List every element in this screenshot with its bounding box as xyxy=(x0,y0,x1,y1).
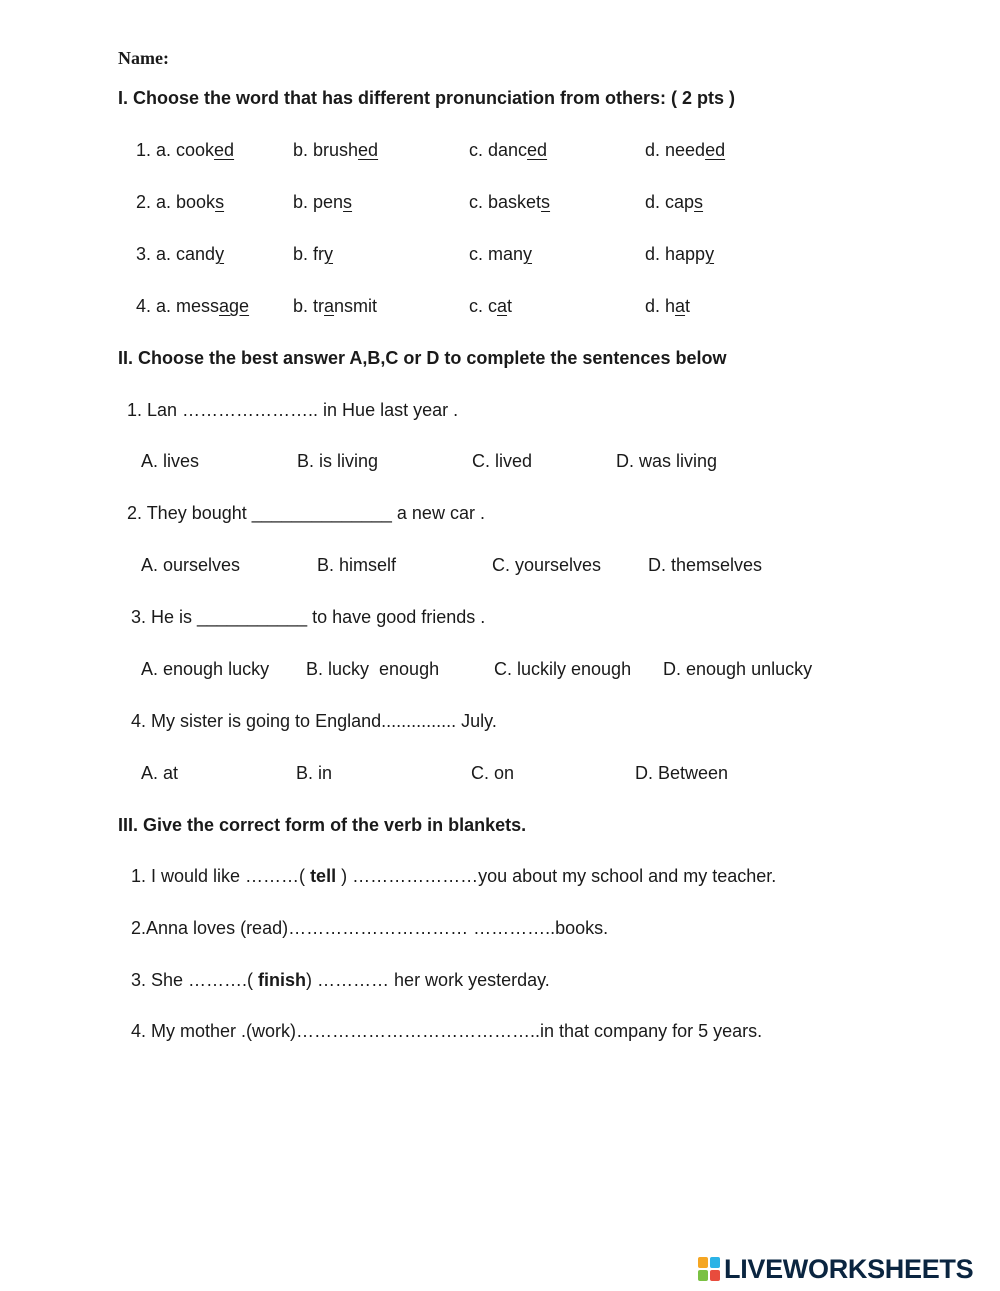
pronunciation-option xyxy=(293,190,352,214)
verb-exercise xyxy=(131,1019,762,1043)
pronunciation-option xyxy=(469,190,550,214)
answer-option[interactable]: D. enough unlucky xyxy=(663,659,813,679)
logo-square-2 xyxy=(710,1257,720,1268)
pronunciation-option xyxy=(136,294,249,318)
underlined-sound: a xyxy=(324,296,335,316)
answer-option[interactable]: D. themselves xyxy=(648,555,763,575)
option-text: c. basket xyxy=(469,192,542,212)
exercise-text: 1. I would like ………( xyxy=(131,866,311,886)
underlined-sound: ed xyxy=(214,140,235,160)
answer-option[interactable]: A. at xyxy=(141,763,179,783)
pronunciation-option xyxy=(645,294,690,318)
option-text: 1. a. cook xyxy=(136,140,215,160)
question-text: 1. Lan ………………….. in Hue last year . xyxy=(127,400,459,420)
exercise-text: 4. My mother .(work)…………………………………..in that company for 5 years. xyxy=(131,1021,763,1041)
option-text: d. h xyxy=(645,296,676,316)
pronunciation-option xyxy=(293,138,378,162)
underlined-sound: s xyxy=(215,192,225,212)
option-text: 2. a. book xyxy=(136,192,216,212)
underlined-sound: ed xyxy=(705,140,726,160)
logo-text: LIVEWORKSHEETS xyxy=(724,1253,974,1284)
option-text: c. c xyxy=(469,296,498,316)
verb-exercise xyxy=(131,864,776,888)
section-1-title: I. Choose the word that has different pronunciation from others: ( 2 pts ) xyxy=(118,88,736,108)
underlined-sound: y xyxy=(215,244,225,264)
pronunciation-option xyxy=(293,242,333,266)
exercise-text-rest: ) …………………you about my school and my teacher. xyxy=(336,866,777,886)
option-text: 3. a. cand xyxy=(136,244,216,264)
option-text: b. fr xyxy=(293,244,325,264)
exercise-text-rest: ) ………… her work yesterday. xyxy=(306,970,550,990)
answer-option[interactable]: B. is living xyxy=(297,451,379,471)
option-text: d. need xyxy=(645,140,706,160)
option-text: d. happ xyxy=(645,244,706,264)
pronunciation-option xyxy=(136,190,224,214)
underlined-sound: s xyxy=(694,192,704,212)
underlined-sound: y xyxy=(705,244,715,264)
answer-option[interactable]: A. enough lucky xyxy=(141,659,270,679)
answer-option[interactable]: B. himself xyxy=(317,555,397,575)
option-text: c. man xyxy=(469,244,524,264)
pronunciation-option xyxy=(293,294,377,318)
logo-square-4 xyxy=(710,1270,720,1281)
pronunciation-option xyxy=(469,242,532,266)
option-text: b. brush xyxy=(293,140,359,160)
verb-exercise xyxy=(131,968,550,992)
pronunciation-option xyxy=(469,138,547,162)
underlined-sound: s xyxy=(541,192,551,212)
pronunciation-option xyxy=(645,190,703,214)
option-text: c. danc xyxy=(469,140,528,160)
name-label: Name: xyxy=(118,48,169,68)
question-text: 3. He is ___________ to have good friends . xyxy=(131,607,486,627)
section-2-title: II. Choose the best answer A,B,C or D to complete the sentences below xyxy=(118,348,727,368)
underlined-sound: ed xyxy=(527,140,548,160)
verb-exercise xyxy=(131,916,608,940)
underlined-sound: y xyxy=(523,244,533,264)
answer-option[interactable]: C. luckily enough xyxy=(494,659,632,679)
option-text: b. tr xyxy=(293,296,325,316)
pronunciation-option xyxy=(136,138,234,162)
underlined-sound: y xyxy=(324,244,334,264)
answer-option[interactable]: D. was living xyxy=(616,451,718,471)
logo-square-3 xyxy=(698,1270,708,1281)
answer-option[interactable]: B. in xyxy=(296,763,333,783)
option-text: b. pen xyxy=(293,192,344,212)
exercise-text: 2.Anna loves (read)………………………… …………..books. xyxy=(131,918,609,938)
answer-option[interactable]: D. Between xyxy=(635,763,729,783)
logo-mark-icon xyxy=(697,1256,721,1282)
pronunciation-option xyxy=(469,294,512,318)
option-text: d. cap xyxy=(645,192,695,212)
option-text-rest: t xyxy=(685,296,691,316)
underlined-sound: s xyxy=(343,192,353,212)
answer-option[interactable]: C. lived xyxy=(472,451,533,471)
option-text-rest: t xyxy=(507,296,513,316)
pronunciation-option xyxy=(136,242,224,266)
exercise-text: 3. She ……….( xyxy=(131,970,259,990)
pronunciation-option xyxy=(645,138,725,162)
answer-option[interactable]: A. ourselves xyxy=(141,555,241,575)
logo-square-1 xyxy=(698,1257,708,1268)
pronunciation-option xyxy=(645,242,714,266)
answer-option[interactable]: C. yourselves xyxy=(492,555,602,575)
option-text-rest: nsmit xyxy=(334,296,378,316)
answer-option[interactable]: B. lucky enough xyxy=(306,659,440,679)
underlined-sound: a xyxy=(497,296,508,316)
underlined-sound: a xyxy=(675,296,686,316)
underlined-sound: age xyxy=(219,296,250,316)
question-text: 2. They bought ______________ a new car . xyxy=(127,503,485,523)
verb-keyword: finish xyxy=(258,970,307,990)
underlined-sound: ed xyxy=(358,140,379,160)
liveworksheets-logo xyxy=(697,1252,973,1286)
section-3-title: III. Give the correct form of the verb in blankets. xyxy=(118,815,527,835)
option-text: 4. a. mess xyxy=(136,296,220,316)
question-text: 4. My sister is going to England............... July. xyxy=(131,711,497,731)
answer-option[interactable]: A. lives xyxy=(141,451,200,471)
verb-keyword: tell xyxy=(310,866,337,886)
answer-option[interactable]: C. on xyxy=(471,763,515,783)
